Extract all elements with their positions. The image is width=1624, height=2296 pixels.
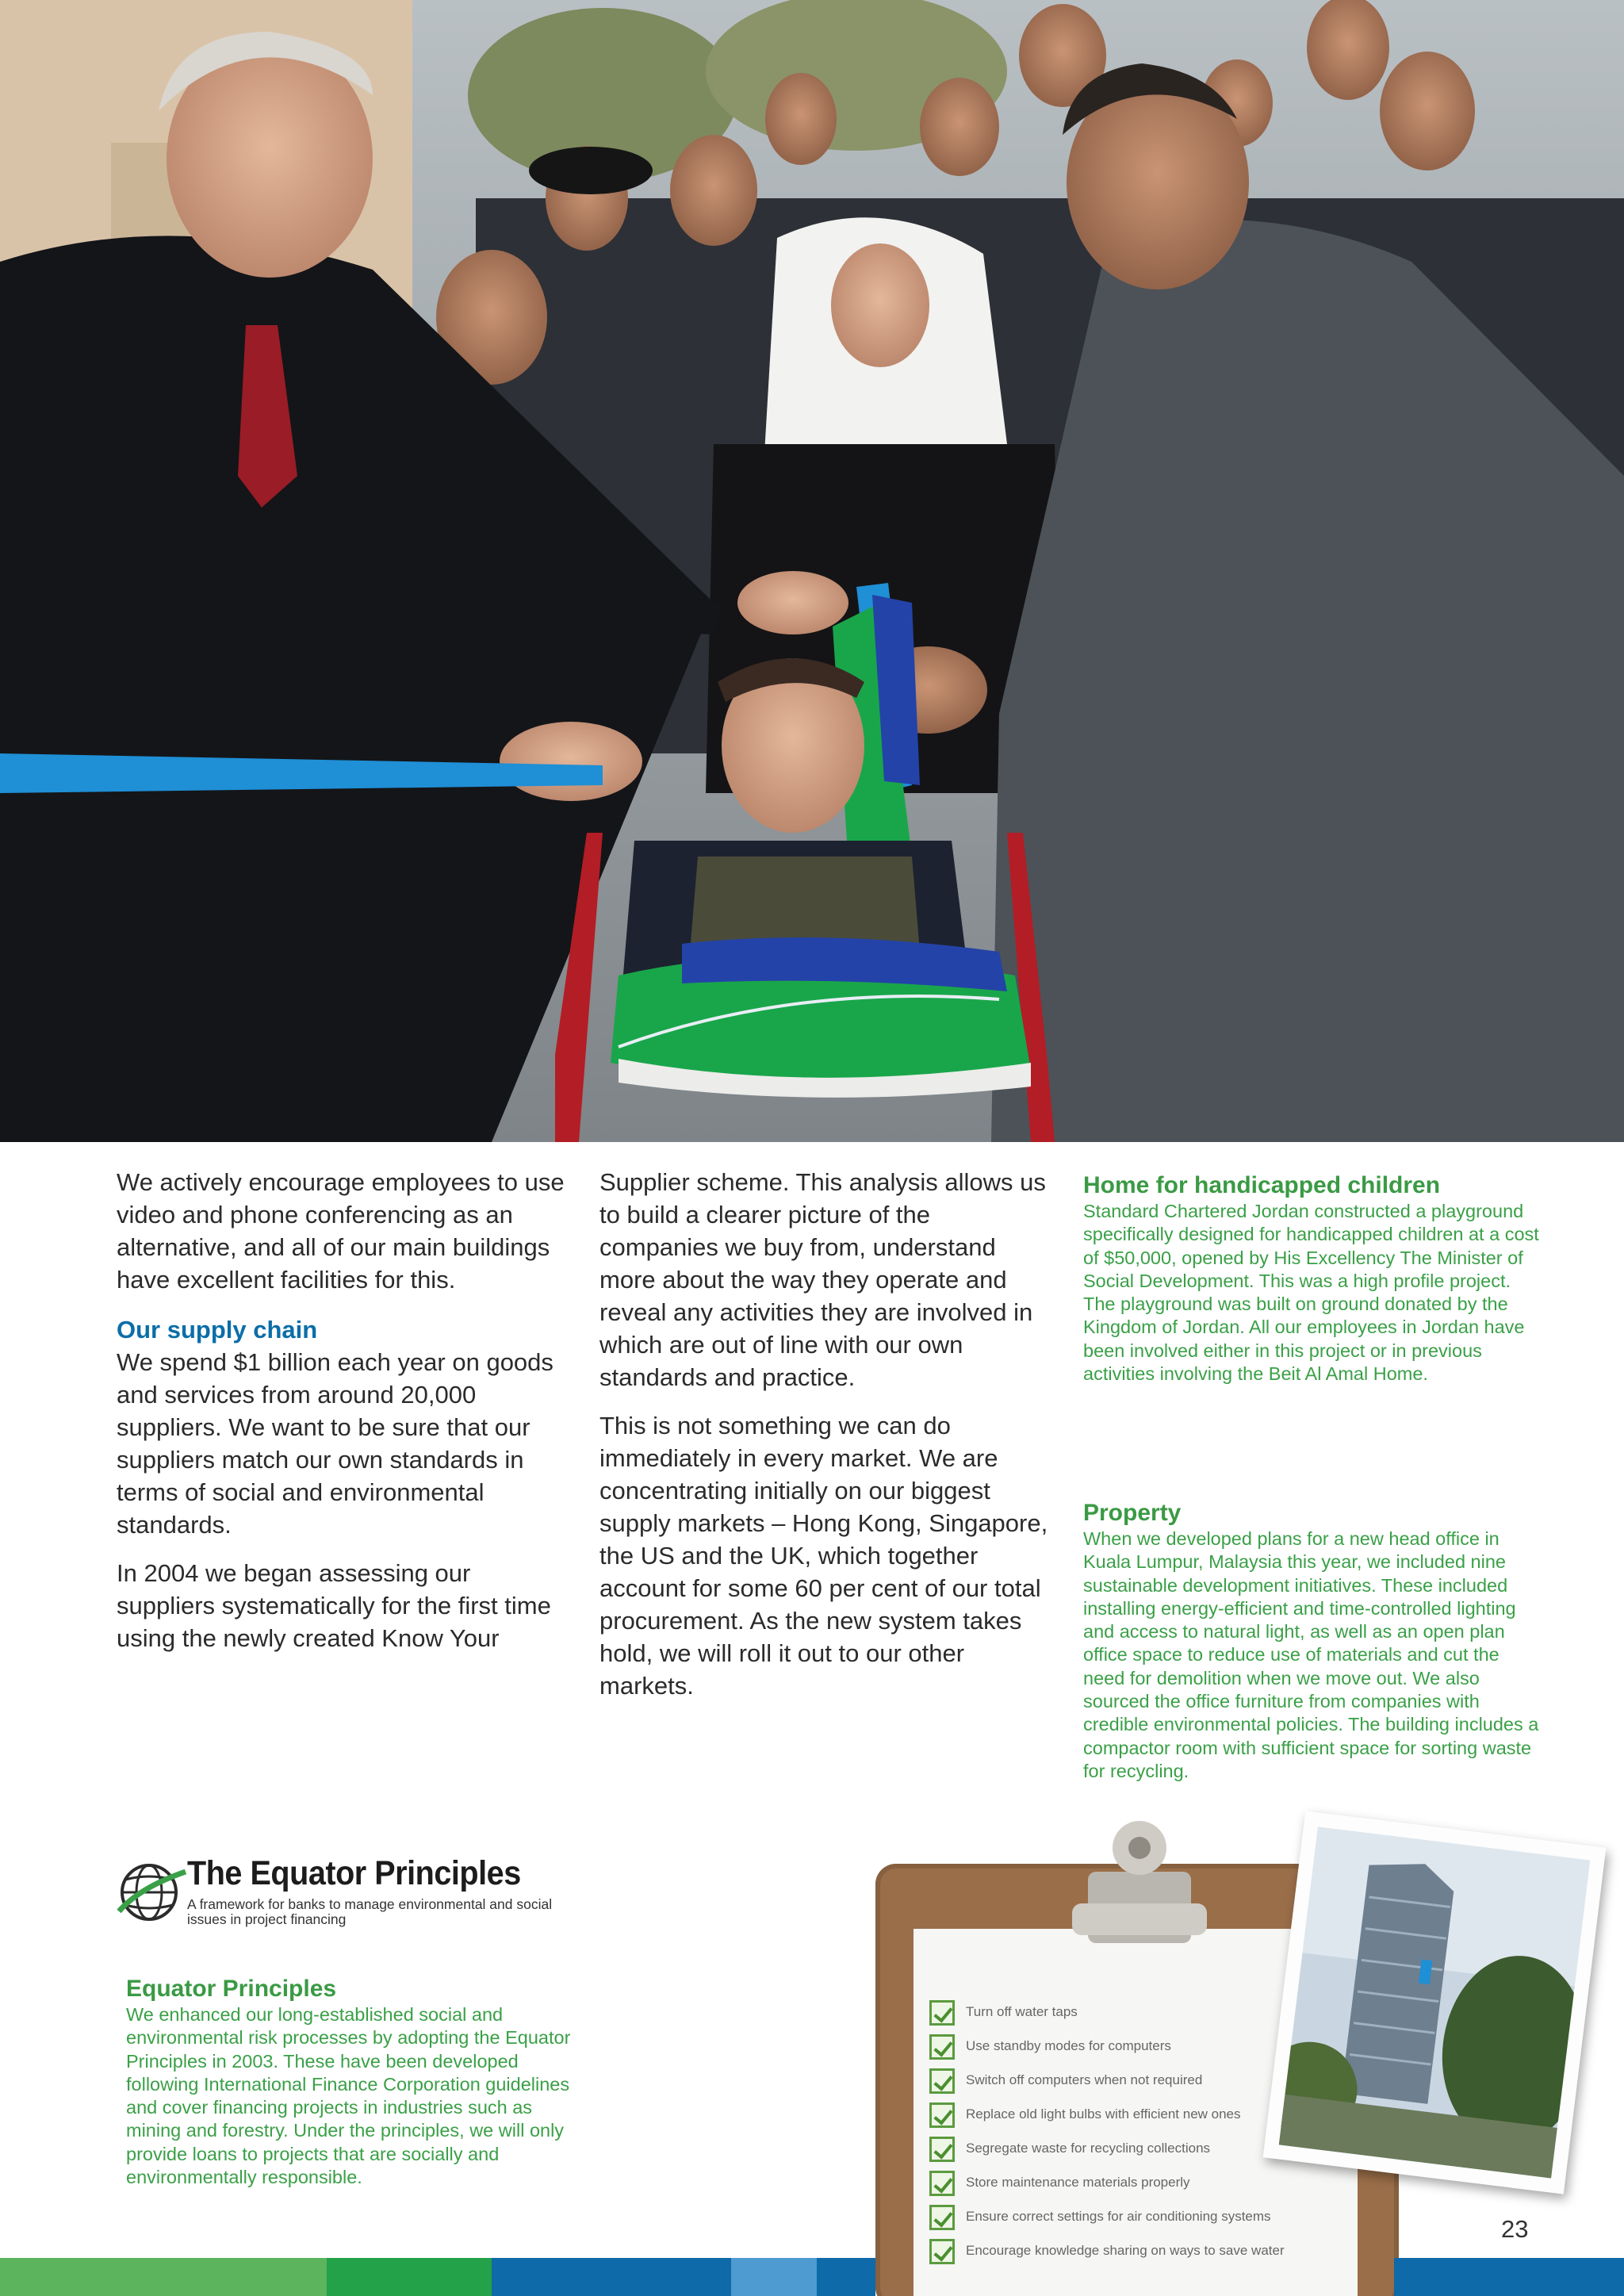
building-photo [1263, 1811, 1607, 2194]
equator-text: We enhanced our long-established social and environmental risk processes by adopting the Equator Principles in 2003. These have been developed following International Finance Corporation guidelines and cover financing projects in industries such as mining and forestry. Under the principles, we will only provide loans to projects that are socially and environmentally responsible. [126, 2004, 571, 2188]
home-heading: Home for handicapped children [1083, 1172, 1441, 1198]
hero-photo [0, 0, 1624, 1142]
checkbox-icon [929, 2239, 955, 2264]
checkbox-icon [929, 2034, 955, 2060]
equator-heading: Equator Principles [126, 1976, 337, 2002]
equator-section [126, 1975, 586, 2189]
footer-bar-segment [1394, 2258, 1624, 2296]
checkbox-icon [929, 2068, 955, 2094]
checkbox-icon [929, 2171, 955, 2196]
checkbox-icon [929, 2205, 955, 2230]
home-text: Standard Chartered Jordan constructed a playground specifically designed for handicapped children at a cost of $50,000, opened by His Excellency The Minister of Social Development. This was a high profile project. The playground was built on ground donated by the Kingdom of Jordan. All our employees in Jordan have been involved either in this project or in previous activities involving the Beit Al Amal Home. [1083, 1201, 1539, 1385]
middle-paragraph-2: This is not something we can do immediately in every market. We are concentrating initially on our biggest supply markets – Hong Kong, Singapore, the US and the UK, which together account for some 60 per cent of our total procurement. As the new system takes hold, we will roll it out to our other markets. [599, 1412, 1048, 1700]
footer-bar-segment [492, 2258, 731, 2296]
equator-logo-subtitle: A framework for banks to manage environmental and social issues in project financing [187, 1896, 553, 1927]
checklist-item: Encourage knowledge sharing on ways to save water [929, 2239, 1339, 2267]
checklist-item: Segregate waste for recycling collections [929, 2137, 1339, 2165]
page-number: 23 [1501, 2215, 1529, 2243]
checklist-item: Ensure correct settings for air conditioning systems [929, 2205, 1339, 2233]
clip-icon [1064, 1816, 1215, 1947]
property-heading: Property [1083, 1500, 1182, 1526]
ribbon-cutting-illustration [0, 0, 1624, 1142]
supply-paragraph-1: We spend $1 billion each year on goods and services from around 20,000 suppliers. We want to be sure that our suppliers match our own standards in terms of social and environmental standards. [117, 1348, 553, 1539]
globe-icon [116, 1856, 187, 1927]
middle-paragraph-1: Supplier scheme. This analysis allows us to build a clearer picture of the companies we buy from, understand more about the way they operate and reveal any activities they are involved in which are out of line with our own standards and practice. [599, 1168, 1046, 1391]
checkbox-icon [929, 2000, 955, 2026]
supply-paragraph-2: In 2004 we began assessing our suppliers systematically for the first time using the newly created Know Your [117, 1559, 551, 1652]
checklist-item: Store maintenance materials properly [929, 2171, 1339, 2199]
column-middle [599, 1166, 1051, 1718]
supply-chain-heading: Our supply chain [117, 1316, 318, 1343]
footer-bar-segment [0, 2258, 327, 2296]
footer-bar-segment [817, 2258, 875, 2296]
footer-bar-segment [731, 2258, 817, 2296]
checklist-item: Switch off computers when not required [929, 2068, 1339, 2097]
sidebar-property-section [1083, 1499, 1543, 1783]
property-text: When we developed plans for a new head office in Kuala Lumpur, Malaysia this year, we included nine sustainable development initiatives. These included installing energy-efficient and time-controlled lighting and access to natural light, as well as an open plan office space to reduce use of materials and cut the need for demolition when we move out. We also sourced the office furniture from companies with credible environmental policies. The building includes a compactor room with sufficient space for sorting waste for recycling. [1083, 1528, 1539, 1781]
checklist-item: Turn off water taps [929, 2000, 1339, 2029]
sidebar-home-section [1083, 1171, 1543, 1386]
checklist-item: Replace old light bulbs with efficient new ones [929, 2102, 1339, 2131]
office-tower-illustration [1279, 1826, 1591, 2178]
equator-logo-title: The Equator Principles [187, 1854, 521, 1892]
intro-paragraph: We actively encourage employees to use video and phone conferencing as an alternative, and all of our main buildings have excellent facilities for this. [117, 1168, 565, 1294]
checklist-item: Use standby modes for computers [929, 2034, 1339, 2063]
footer-bar-segment [327, 2258, 492, 2296]
checkbox-icon [929, 2137, 955, 2162]
checkbox-icon [929, 2102, 955, 2128]
column-left [117, 1166, 569, 1670]
